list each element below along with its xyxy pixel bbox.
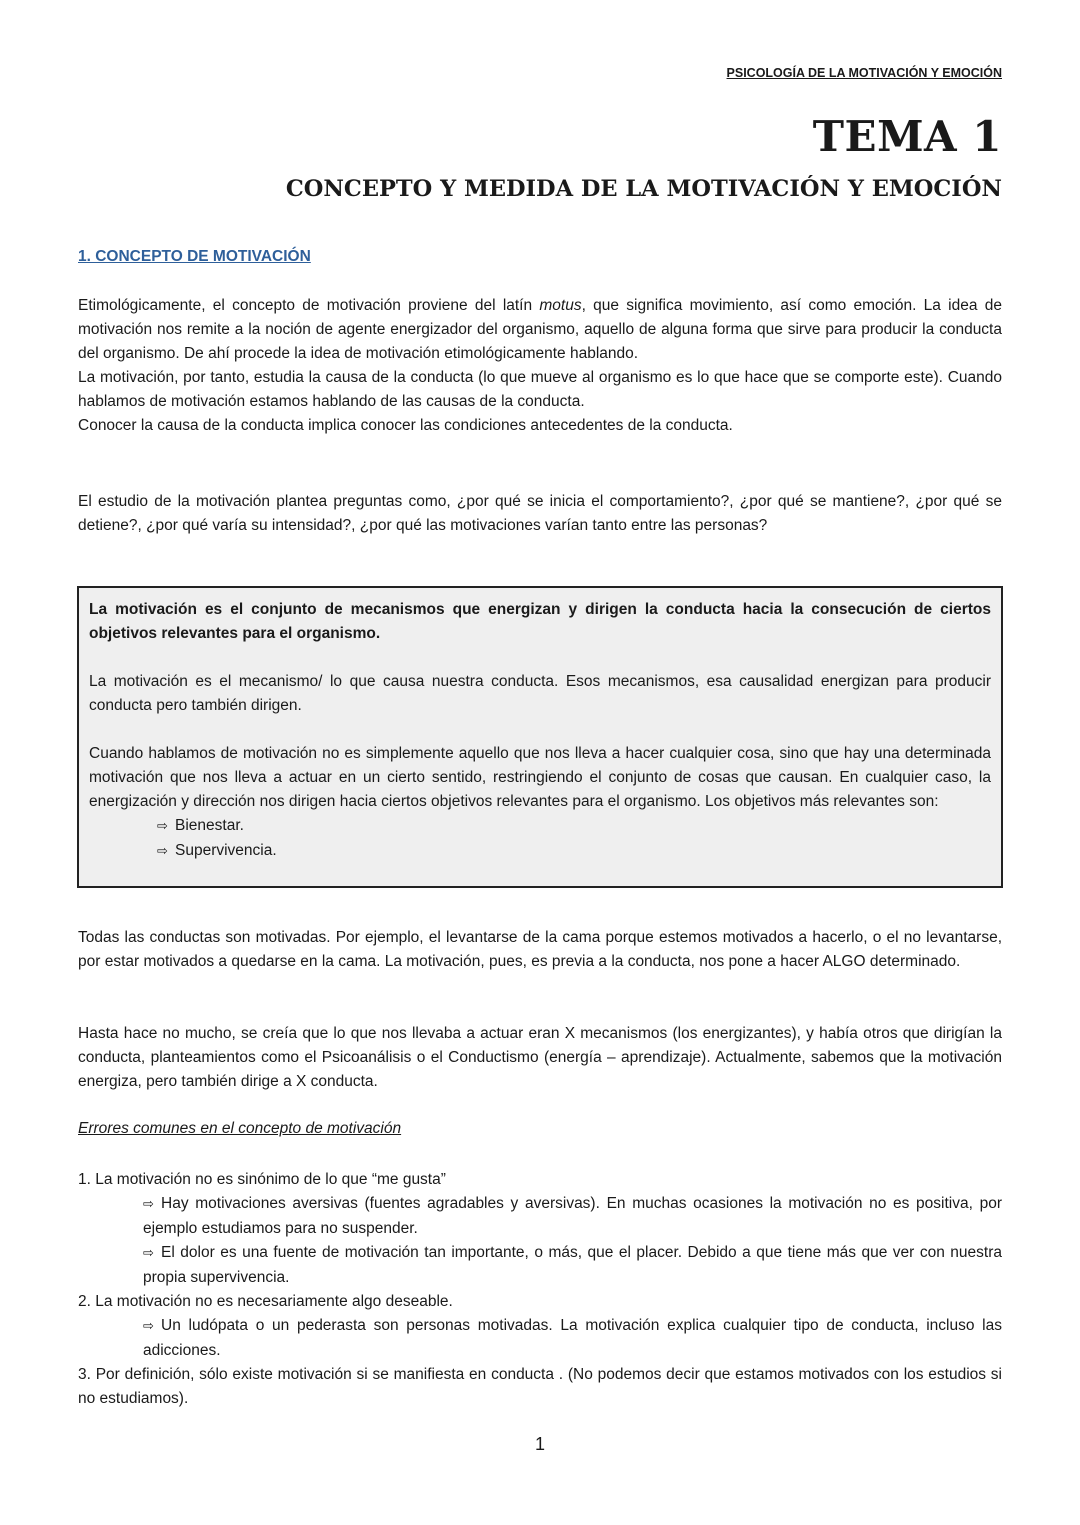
errors-heading: Errores comunes en el concepto de motivación xyxy=(78,1120,402,1137)
tema-title: TEMA 1 xyxy=(812,112,1002,161)
paragraph-preguntas-block xyxy=(78,490,1002,538)
list-item: ⇨ Supervivencia. xyxy=(157,839,991,864)
paragraph-preguntas: El estudio de la motivación plantea preguntas como, ¿por qué se inicia el comportamiento?, ¿por qué se mantiene?, ¿por qué se detiene?, ¿por qué varía su intensidad?, ¿por qué las motivaciones varían tanto entre las personas? xyxy=(78,493,1002,534)
list-item: 3. Por definición, sólo existe motivación si se manifiesta en conducta . (No podemos decir que estamos motivados con los estudios si no estudiamos). xyxy=(78,1366,1002,1407)
paragraph-historia: Hasta hace no mucho, se creía que lo que nos llevaba a actuar eran X mecanismos (los energizantes), y había otros que dirigían la conducta, planteamientos como el Psicoanálisis o el Conductismo (energía – aprendizaje). Actualmente, sabemos que la motivación energiza, pero también dirige a X conducta. xyxy=(78,1025,1002,1090)
box-paragraph-direccion: Cuando hablamos de motivación no es simplemente aquello que nos lleva a hacer cualquier cosa, sino que hay una determinada motivación que nos lleva a actuar en un cierto sentido, restringiendo el conjunto de cosas que causan. En cualquier caso, la energización y dirección nos dirigen hacia ciertos objetivos relevantes para el organismo. Los objetivos más relevantes son: xyxy=(89,745,991,810)
arrow-right-icon: ⇨ xyxy=(143,1197,154,1212)
section-intro xyxy=(78,294,1002,438)
latin-term: motus xyxy=(539,297,582,314)
section-heading-concepto: 1. CONCEPTO DE MOTIVACIÓN xyxy=(78,248,311,265)
arrow-right-icon: ⇨ xyxy=(157,844,168,859)
paragraph-conductas-block xyxy=(78,926,1002,974)
box-paragraph-mecanismo: La motivación es el mecanismo/ lo que causa nuestra conducta. Esos mecanismos, esa causalidad energizan para producir conducta pero también dirigen. xyxy=(89,673,991,714)
list-subitem: ⇨ El dolor es una fuente de motivación tan importante, o más, que el placer. Debido a que tiene más que ver con nuestra propia supervivencia. xyxy=(143,1244,1002,1286)
paragraph-historia-block xyxy=(78,1022,1002,1094)
arrow-right-icon: ⇨ xyxy=(143,1246,154,1261)
definition-text: La motivación es el conjunto de mecanismos que energizan y dirigen la conducta hacia la consecución de ciertos objetivos relevantes para el organismo. xyxy=(89,601,991,642)
tema-subtitle: CONCEPTO Y MEDIDA DE LA MOTIVACIÓN Y EMOCIÓN xyxy=(285,176,1002,202)
running-header: PSICOLOGÍA DE LA MOTIVACIÓN Y EMOCIÓN xyxy=(726,66,1002,80)
list-subitem: ⇨ Un ludópata o un pederasta son personas motivadas. La motivación explica cualquier tipo de conducta, incluso las adicciones. xyxy=(143,1317,1002,1359)
page-number: 1 xyxy=(534,1434,545,1454)
list-subitem: ⇨ Hay motivaciones aversivas (fuentes agradables y aversivas). En muchas ocasiones la motivación no es positiva, por ejemplo estudiamos para no suspender. xyxy=(143,1195,1002,1237)
arrow-right-icon: ⇨ xyxy=(157,819,168,834)
list-item: 2. La motivación no es necesariamente algo deseable. xyxy=(78,1293,453,1310)
paragraph-etimologia: Etimológicamente, el concepto de motivación proviene del latín motus, que significa movimiento, así como emoción. La idea de motivación nos remite a la noción de agente energizador del organismo, aquello de alguna forma que sirve para producir la conducta del organismo. De ahí procede la idea de motivación etimológicamente hablando. xyxy=(78,297,1002,362)
paragraph-causa: La motivación, por tanto, estudia la causa de la conducta (lo que mueve al organismo es lo que hace que se comporte este). Cuando hablamos de motivación estamos hablando de las causas de la conducta. xyxy=(78,369,1002,410)
errors-list xyxy=(78,1168,1002,1411)
arrow-right-icon: ⇨ xyxy=(143,1319,154,1334)
paragraph-condiciones: Conocer la causa de la conducta implica conocer las condiciones antecedentes de la conducta. xyxy=(78,417,733,434)
list-item: ⇨ Bienestar. xyxy=(157,814,991,839)
definition-box xyxy=(77,586,1003,888)
list-item: 1. La motivación no es sinónimo de lo que “me gusta” xyxy=(78,1171,446,1188)
paragraph-conductas: Todas las conductas son motivadas. Por ejemplo, el levantarse de la cama porque estemos motivados a hacerlo, o el no levantarse, por estar motivados a quedarse en la cama. La motivación, pues, es previa a la conducta, nos pone a hacer ALGO determinado. xyxy=(78,929,1002,970)
